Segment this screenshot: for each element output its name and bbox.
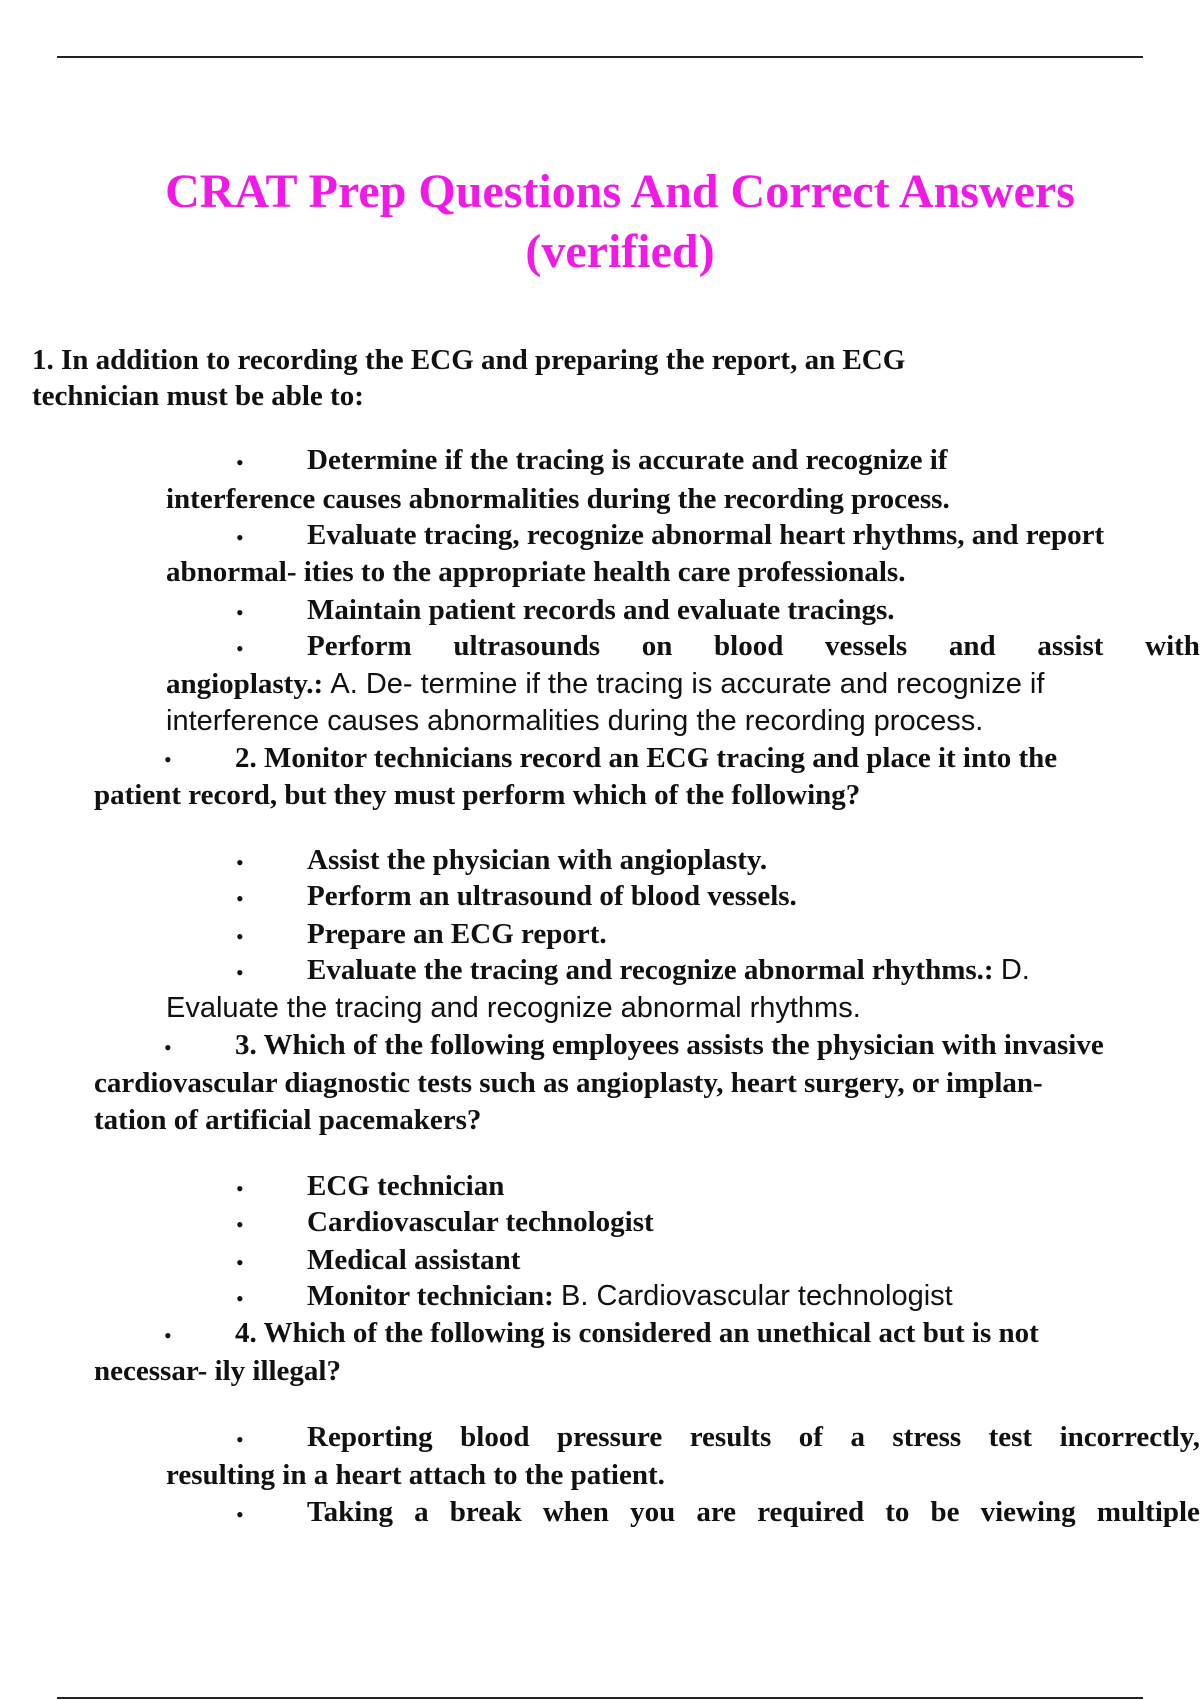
- word: results: [689, 1421, 772, 1453]
- bullet-icon: •: [164, 747, 172, 772]
- word: stress: [892, 1421, 962, 1453]
- word: ultrasounds: [453, 630, 601, 662]
- word: to: [885, 1496, 910, 1528]
- q2-prompt-line-1: 2. Monitor technicians record an ECG tracing and place it into the: [235, 742, 1058, 774]
- q2-answer-line-2: Evaluate the tracing and recognize abnormal rhythms.: [166, 992, 861, 1024]
- bullet-icon: •: [236, 1212, 244, 1237]
- q1-option-d-end: angioplasty.:: [166, 668, 324, 700]
- q4-option-b-line-1: [307, 1494, 1200, 1530]
- word: when: [542, 1496, 609, 1528]
- bullet-icon: •: [236, 1427, 244, 1452]
- q3-option-d: [307, 1278, 953, 1314]
- word: Reporting: [307, 1421, 433, 1453]
- q1-answer-line-2: interference causes abnormalities during the recording process.: [166, 705, 984, 737]
- q1-prompt-line-2: technician must be able to:: [32, 380, 364, 412]
- bullet-icon: •: [236, 1176, 244, 1201]
- word: on: [641, 630, 673, 662]
- word: multiple: [1096, 1496, 1200, 1528]
- q2-option-d: [307, 952, 1030, 988]
- word: test: [988, 1421, 1033, 1453]
- bullet-icon: •: [236, 450, 244, 475]
- q1-option-b-line-1: Evaluate tracing, recognize abnormal heart rhythms, and report: [307, 519, 1105, 551]
- q1-option-b-line-2: abnormal- ities to the appropriate health care professionals.: [166, 556, 906, 588]
- bullet-icon: •: [236, 636, 244, 661]
- q2-option-c: Prepare an ECG report.: [307, 918, 607, 950]
- title-line-1: CRAT Prep Questions And Correct Answers: [165, 165, 1075, 218]
- word: of: [798, 1421, 823, 1453]
- word: you: [630, 1496, 676, 1528]
- q3-option-d-text: Monitor technician:: [307, 1280, 554, 1312]
- word: a: [414, 1496, 429, 1528]
- word: incorrectly,: [1059, 1421, 1200, 1453]
- top-rule: [57, 56, 1143, 58]
- q2-answer-line-1: D.: [1000, 954, 1030, 986]
- q3-option-c: Medical assistant: [307, 1244, 521, 1276]
- word: and: [948, 630, 996, 662]
- word: Perform: [307, 630, 412, 662]
- word: assist: [1037, 630, 1104, 662]
- word: vessels: [825, 630, 908, 662]
- word: required: [757, 1496, 865, 1528]
- q1-option-c: Maintain patient records and evaluate tracings.: [307, 594, 895, 626]
- q4-option-a-line-2: resulting in a heart attach to the patient.: [166, 1459, 665, 1491]
- word: pressure: [556, 1421, 663, 1453]
- bullet-icon: •: [236, 525, 244, 550]
- word: a: [850, 1421, 865, 1453]
- bullet-icon: •: [236, 924, 244, 949]
- bullet-icon: •: [236, 1250, 244, 1275]
- q3-prompt-line-2: cardiovascular diagnostic tests such as angioplasty, heart surgery, or implan-: [94, 1067, 1043, 1099]
- q1-option-a-line-2: interference causes abnormalities during the recording process.: [166, 483, 950, 515]
- q3-option-b: Cardiovascular technologist: [307, 1206, 654, 1238]
- q1-option-d-line-1: [307, 628, 1200, 664]
- q3-prompt-line-3: tation of artificial pacemakers?: [94, 1104, 482, 1136]
- q3-answer: B. Cardiovascular technologist: [561, 1280, 953, 1312]
- word: viewing: [980, 1496, 1076, 1528]
- word: are: [696, 1496, 737, 1528]
- q3-prompt-line-1: 3. Which of the following employees assists the physician with invasive: [235, 1029, 1104, 1061]
- q1-answer-line-1: A. De- termine if the tracing is accurate and recognize if: [330, 668, 1045, 700]
- bullet-icon: •: [236, 850, 244, 875]
- bullet-icon: •: [236, 886, 244, 911]
- bullet-icon: •: [236, 960, 244, 985]
- word: be: [930, 1496, 960, 1528]
- q4-prompt-line-1: 4. Which of the following is considered an unethical act but is not: [235, 1317, 1039, 1349]
- word: with: [1145, 630, 1200, 662]
- q1-option-a-line-1: Determine if the tracing is accurate and recognize if: [307, 444, 948, 476]
- bullet-icon: •: [236, 600, 244, 625]
- bullet-icon: •: [236, 1502, 244, 1527]
- bottom-rule: [57, 1697, 1143, 1699]
- document-title: [0, 162, 1200, 282]
- word: blood: [714, 630, 784, 662]
- q4-option-a-line-1: [307, 1419, 1200, 1455]
- title-line-2: (verified): [525, 225, 715, 278]
- word: Taking: [307, 1496, 393, 1528]
- q4-prompt-line-2: necessar- ily illegal?: [94, 1355, 341, 1387]
- q2-option-b: Perform an ultrasound of blood vessels.: [307, 880, 797, 912]
- q3-option-a: ECG technician: [307, 1170, 505, 1202]
- q1-prompt-line-1: 1. In addition to recording the ECG and preparing the report, an ECG: [32, 344, 906, 376]
- word: break: [449, 1496, 522, 1528]
- q1-option-d-line-2: [166, 666, 1044, 702]
- q2-prompt-line-2: patient record, but they must perform which of the following?: [94, 779, 861, 811]
- bullet-icon: •: [236, 1286, 244, 1311]
- q2-option-d-text: Evaluate the tracing and recognize abnormal rhythms.:: [307, 954, 994, 986]
- word: blood: [460, 1421, 530, 1453]
- bullet-icon: •: [164, 1323, 172, 1348]
- q2-option-a: Assist the physician with angioplasty.: [307, 844, 768, 876]
- bullet-icon: •: [164, 1035, 172, 1060]
